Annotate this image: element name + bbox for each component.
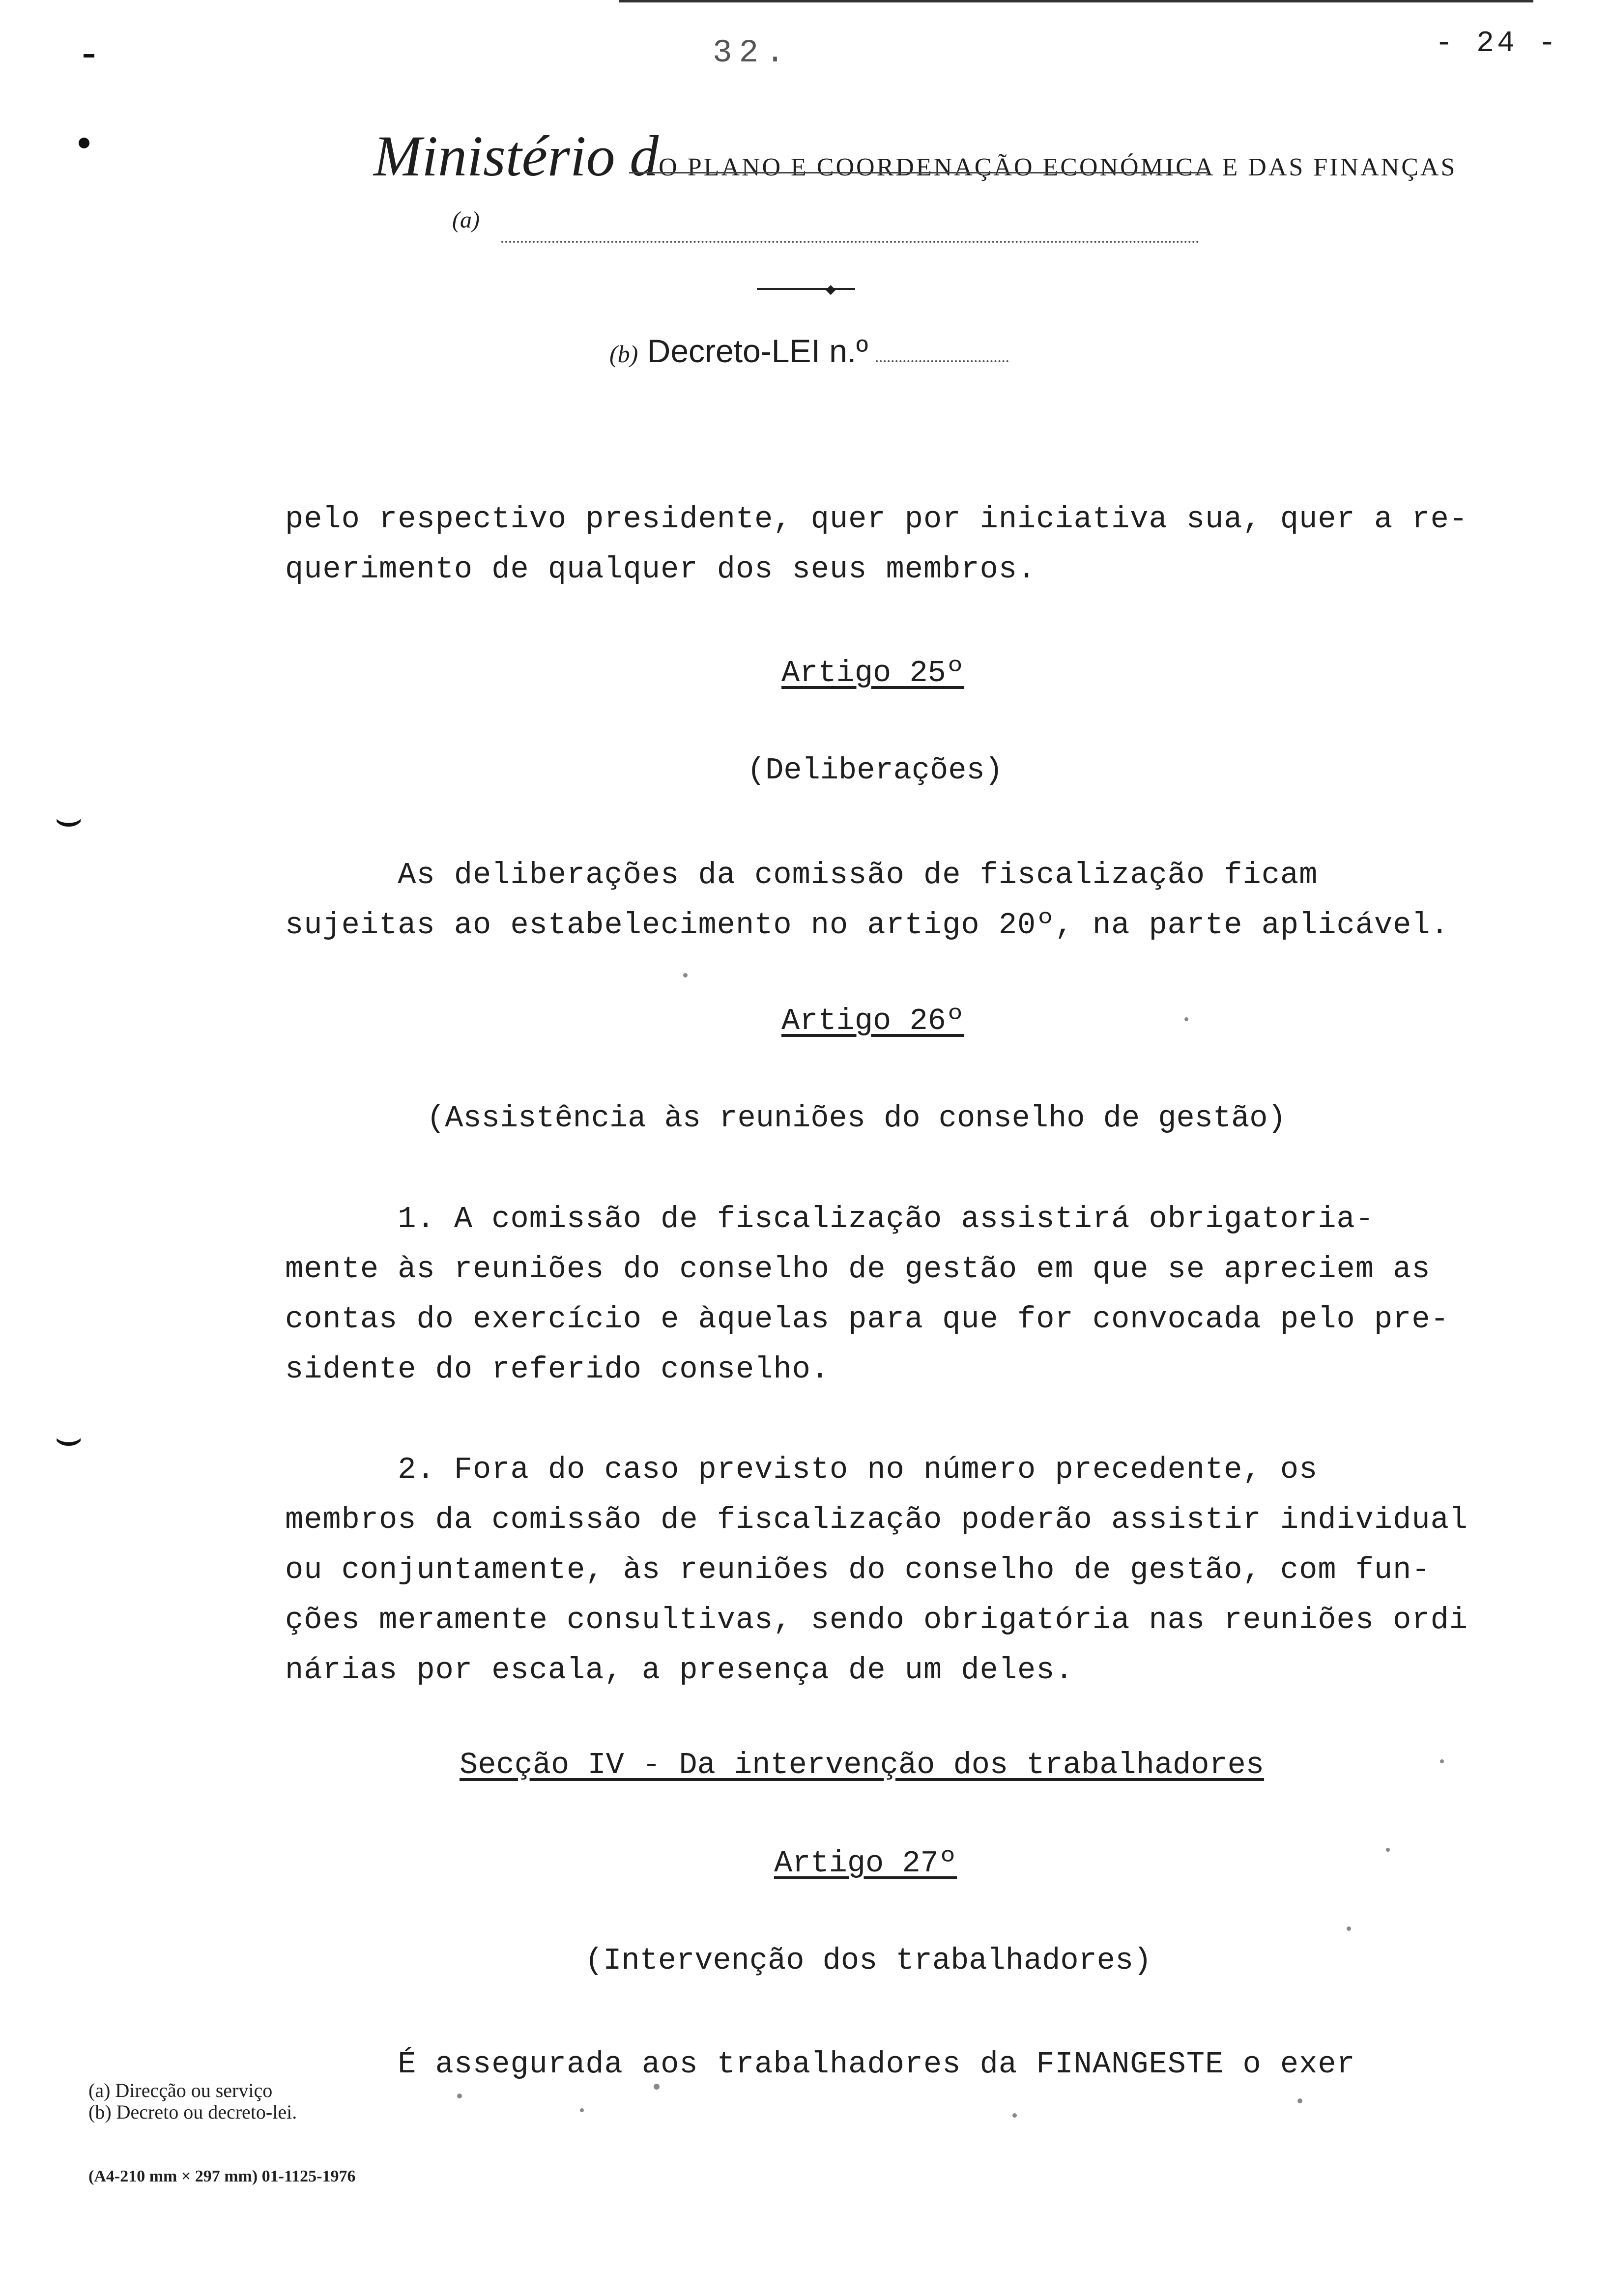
page-number: - 24 - xyxy=(1435,27,1559,60)
footnote-a: (a) Direcção ou serviço xyxy=(88,2079,273,2101)
article-26-title: Artigo 26º xyxy=(781,1004,965,1038)
ornament-rule xyxy=(757,288,855,290)
punch-hole-mark: ⌣ xyxy=(54,1416,84,1466)
scan-speck xyxy=(1184,1017,1188,1021)
punch-hole-mark: ⌣ xyxy=(54,797,84,847)
article-27-subtitle: (Intervenção dos trabalhadores) xyxy=(585,1943,1152,1978)
form-code: (A4-210 mm × 297 mm) 01-1125-1976 xyxy=(88,2167,356,2185)
faded-stamp: 32. xyxy=(713,34,792,71)
scan-speck xyxy=(1386,1848,1390,1852)
article-26-paragraph-1: 1. A comissão de fiscalização assistirá obrigatoria- mente às reuniões do conselho de gestão em que se apreciem as contas do exercício e àquelas para que for convocada pelo pre- sidente do referido conselho. xyxy=(285,1202,1449,1387)
scan-speck xyxy=(1347,1926,1351,1931)
article-25-text: As deliberações da comissão de fiscalização ficam sujeitas ao estabelecimento no artigo 20º, na parte aplicável. xyxy=(285,858,1449,943)
article-25-subtitle: (Deliberações) xyxy=(747,753,1003,788)
margin-tick-mark xyxy=(84,54,94,57)
article-26-paragraph-2: 2. Fora do caso previsto no número precedente, os membros da comissão de fiscalização poderão assistir individual ou conjuntamente, às reuniões do conselho de gestão, com fun- ções meramente consultivas, sendo obrigatória nas reuniões ordi nárias por escala, a presença de um deles. xyxy=(285,1452,1468,1688)
scan-speck xyxy=(1297,2098,1302,2103)
intro-paragraph: pelo respectivo presidente, quer por iniciativa sua, quer a re- querimento de qualquer dos seus membros. xyxy=(285,502,1468,587)
decree-b-label: (b) xyxy=(609,340,638,368)
top-edge-rule xyxy=(619,0,1533,2)
decree-number-dotted-line xyxy=(876,360,1008,362)
field-a-label: (a) xyxy=(452,207,480,233)
scan-speck xyxy=(1012,2113,1017,2118)
footnote-b: (b) Decreto ou decreto-lei. xyxy=(88,2101,297,2123)
ornament-diamond-icon: ◆ xyxy=(826,281,836,300)
ministry-main-title: Ministério d xyxy=(374,124,659,188)
letterhead-underline xyxy=(629,172,1209,173)
field-a-dotted-line xyxy=(501,241,1199,243)
section-iv-title: Secção IV - Da intervenção dos trabalhadores xyxy=(460,1748,1265,1782)
scan-speck xyxy=(1440,1759,1444,1763)
ministry-letterhead xyxy=(374,123,1457,190)
decree-line xyxy=(609,332,1008,370)
scan-speck xyxy=(683,973,688,977)
article-26-subtitle: (Assistência às reuniões do conselho de gestão) xyxy=(427,1101,1286,1136)
scan-speck xyxy=(580,2108,584,2112)
margin-dot-mark xyxy=(79,138,89,148)
article-27-text: É assegurada aos trabalhadores da FINANGESTE o exer xyxy=(285,2047,1355,2082)
decree-label: Decreto-LEI n.º xyxy=(647,333,868,369)
article-25-title: Artigo 25º xyxy=(781,656,965,690)
ministry-sub-title: O PLANO E COORDENAÇÃO ECONÓMICA E DAS FINANÇAS xyxy=(659,153,1457,181)
scan-speck xyxy=(654,2084,660,2090)
footnotes xyxy=(88,2080,297,2123)
scan-speck xyxy=(457,2094,462,2098)
article-27-title: Artigo 27º xyxy=(774,1846,957,1881)
